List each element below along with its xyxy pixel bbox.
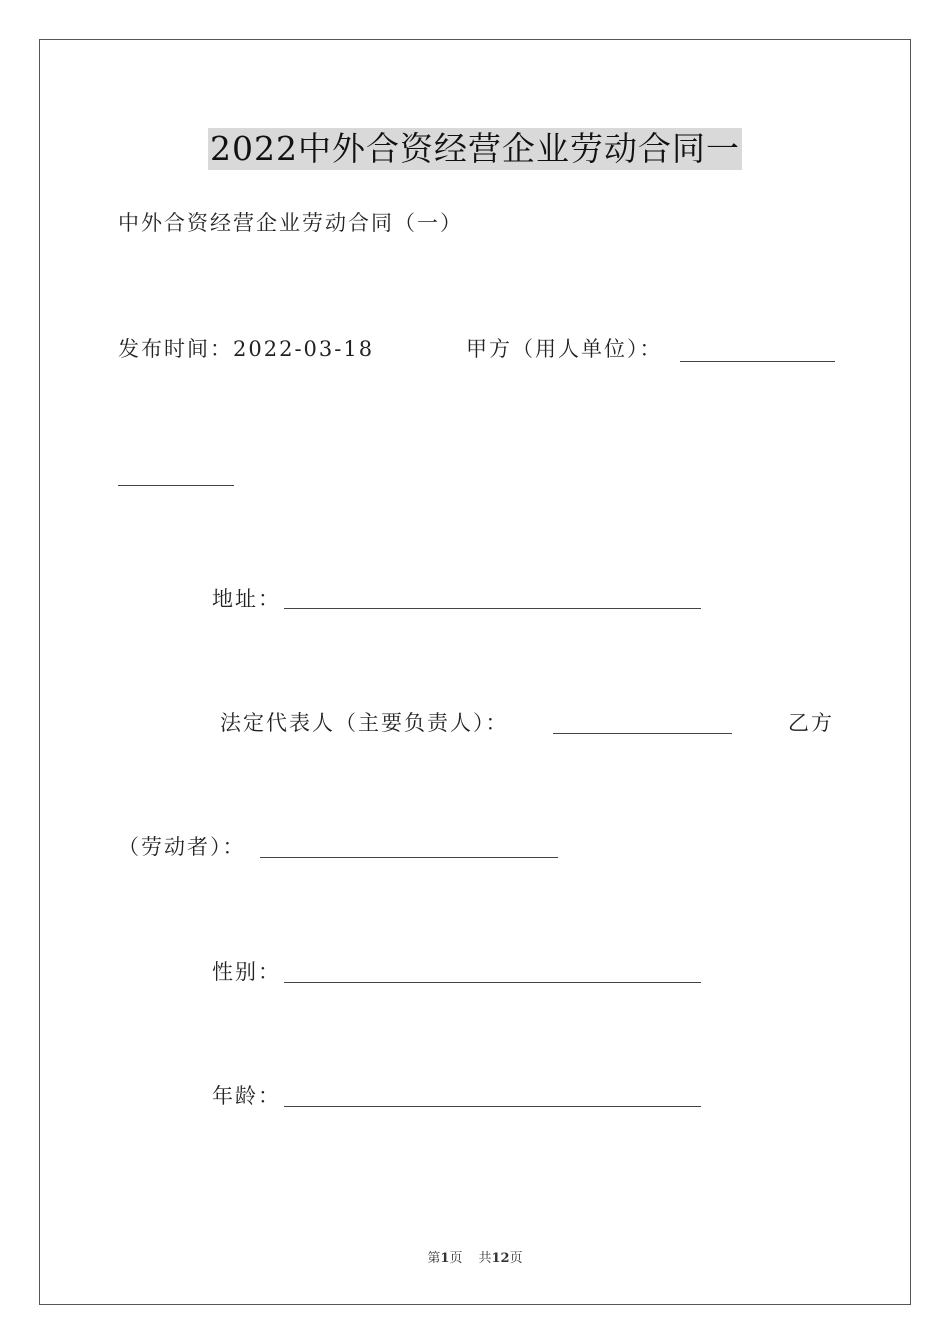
- publish-label: 发布时间：: [118, 337, 233, 361]
- total-prefix: 共: [478, 1251, 492, 1266]
- gender-label: 性别：: [212, 960, 281, 984]
- legal-rep-label: 法定代表人（主要负责人）：: [220, 711, 509, 735]
- gender-blank-field[interactable]: [284, 962, 701, 983]
- age-blank-field[interactable]: [284, 1086, 701, 1107]
- total-unit: 页: [509, 1251, 523, 1266]
- total-pages: 12: [491, 1251, 510, 1266]
- address-label: 地址：: [212, 587, 281, 611]
- worker-label: （劳动者）：: [118, 835, 246, 859]
- worker-blank-field[interactable]: [260, 837, 558, 858]
- publish-line: [118, 335, 374, 363]
- party-a-blank-continuation[interactable]: [118, 465, 234, 486]
- party-b-label: 乙方: [788, 711, 834, 735]
- publish-date: 2022-03-18: [233, 337, 375, 361]
- page-unit: 页: [449, 1251, 463, 1266]
- party-a-line: [466, 335, 663, 363]
- page-footer: [0, 1247, 950, 1266]
- party-a-blank-field[interactable]: [680, 341, 835, 362]
- age-label: 年龄：: [212, 1084, 281, 1108]
- document-title: 2022中外合资经营企业劳动合同一: [210, 129, 740, 168]
- document-subtitle: 中外合资经营企业劳动合同（一）: [118, 211, 463, 235]
- party-a-label: 甲方（用人单位）：: [466, 337, 663, 361]
- page-prefix: 第: [427, 1251, 441, 1266]
- legal-rep-blank-field[interactable]: [553, 713, 732, 734]
- address-blank-field[interactable]: [284, 588, 701, 609]
- title-container: [0, 128, 950, 170]
- page-current: 1: [440, 1251, 450, 1266]
